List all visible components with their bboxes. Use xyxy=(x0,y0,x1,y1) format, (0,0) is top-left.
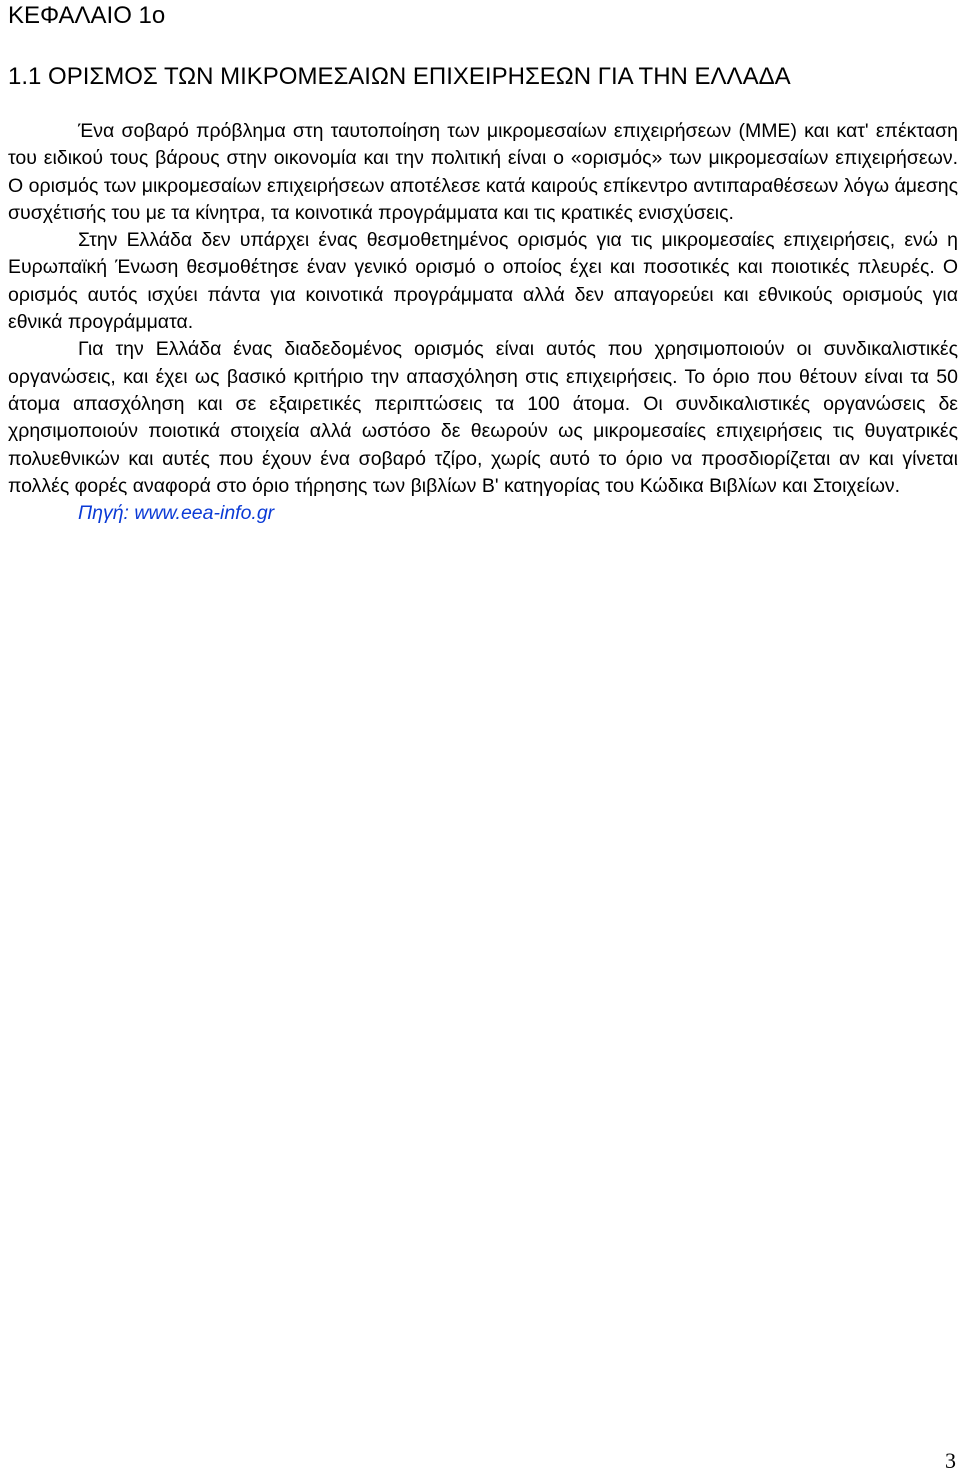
document-page xyxy=(8,0,958,527)
paragraph-2: Στην Ελλάδα δεν υπάρχει ένας θεσμοθετημένος ορισμός για τις μικρομεσαίες επιχειρήσεις, ενώ η Ευρωπαϊκή Ένωση θεσμοθέτησε έναν γενικό ορισμό ο οποίος έχει και ποσοτικές και ποιοτικές πλευρές. Ο ορισμός αυτός ισχύει πάντα για κοινοτικά προγράμματα αλλά δεν απαγορεύει και εθνικούς ορισμούς για εθνικά προγράμματα. xyxy=(8,229,958,334)
section-title: 1.1 ΟΡΙΣΜΟΣ ΤΩΝ ΜΙΚΡΟΜΕΣΑΙΩΝ ΕΠΙΧΕΙΡΗΣΕΩΝ ΓΙΑ ΤΗΝ ΕΛΛΑΔΑ xyxy=(8,63,791,90)
body-text xyxy=(8,118,958,527)
chapter-title: ΚΕΦΑΛΑΙΟ 1ο xyxy=(8,2,166,29)
page-number: 3 xyxy=(945,1448,956,1473)
paragraph-3: Για την Ελλάδα ένας διαδεδομένος ορισμός είναι αυτός που χρησιμοποιούν οι συνδικαλιστικές οργανώσεις, και έχει ως βασικό κριτήριο την απασχόληση στις επιχειρήσεις. Το όριο που θέτουν είναι τα 50 άτομα απασχόληση και σε εξαιρετικές περιπτώσεις τα 100 άτομα. Οι συνδικαλιστικές οργανώσεις δε χρησιμοποιούν ποιοτικά στοιχεία αλλά ωστόσο δε θεωρούν ως μικρομεσαίες επιχειρήσεις τις θυγατρικές πολυεθνικών και αυτές που έχουν ένα σοβαρό τζίρο, χωρίς αυτό το όριο να προσδιορίζεται αν και γίνεται πολλές φορές αναφορά στο όριο τήρησης των βιβλίων Β' κατηγορίας του Κώδικα Βιβλίων και Στοιχείων. xyxy=(8,338,958,497)
paragraph-1: Ένα σοβαρό πρόβλημα στη ταυτοποίηση των μικρομεσαίων επιχειρήσεων (ΜΜΕ) και κατ' επέκταση του ειδικού τους βάρους στην οικονομία και την πολιτική είναι ο «ορισμός» των μικρομεσαίων επιχειρήσεων. Ο ορισμός των μικρομεσαίων επιχειρήσεων αποτέλεσε κατά καιρούς επίκεντρο αντιπαραθέσεων λόγω άμεσης συσχέτισής του με τα κίνητρα, τα κοινοτικά προγράμματα και τις κρατικές ενισχύσεις. xyxy=(8,120,958,224)
source-link[interactable]: Πηγή: www.eea-info.gr xyxy=(78,502,275,525)
